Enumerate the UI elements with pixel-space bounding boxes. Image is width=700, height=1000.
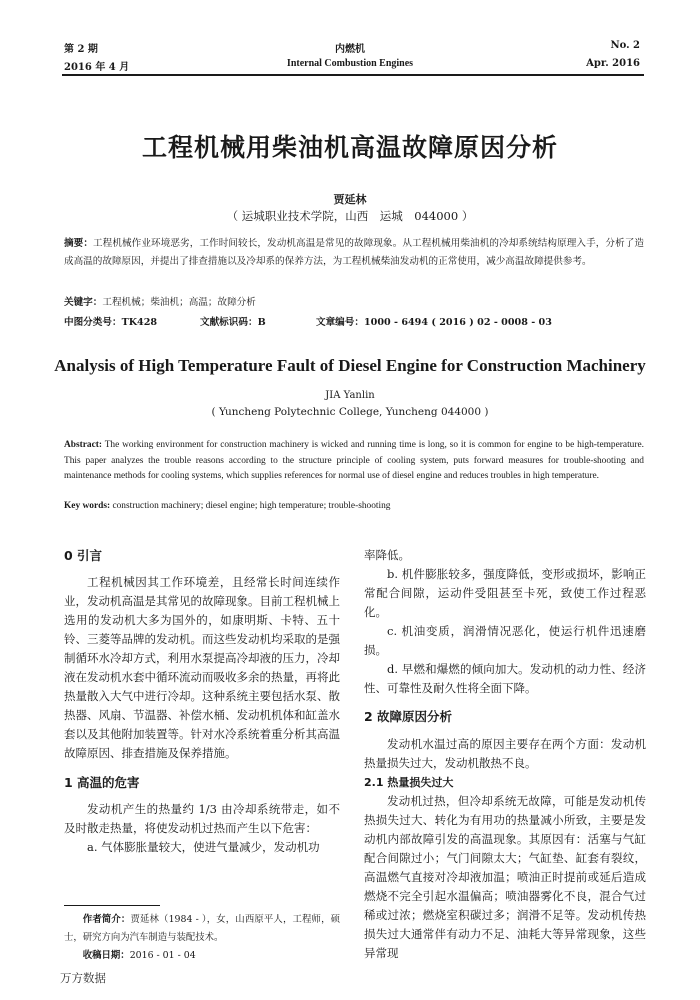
abstract-cn-text: 工程机械作业环境恶劣，工作时间较长，发动机高温是常见的故障现象。从工程机械用柴油机的冷却系统结构原理入手，分析了造成高温的故障原因，并提出了排查措施以及冷却系的保养方法，为工程机械柴油发动机的正常使用，减少高温故障提供参考。 xyxy=(64,238,645,267)
subsection-2-1-heading: 2.1 热量损失过大 xyxy=(364,776,454,789)
author-bio-text: 贾延林（1984 - ），女，山西原平人，工程师，硕士，研究方向为汽车制造与装配技术。 xyxy=(64,914,340,943)
section-2-heading: 2 故障原因分析 xyxy=(364,709,453,724)
heat-loss-paragraph: 发动机过热，但冷却系统无故障，可能是发动机传热损失过大、转化为有用功的热量减小所致，主要是发动机内部故障引发的高温现象。其原因有：活塞与气缸配合间隙过小；气门间隙太大；气缸垫、缸套有裂纹，高温燃气直接对冷却液加温；喷油正时提前或延后造成燃烧不完全引起水温偏高；喷油器雾化不良，混合气过稀或过浓；燃烧室积碳过多；润滑不足等。发动机传热损失过大通常伴有动力不足、油耗大等异常现象，这些异常现 xyxy=(364,794,646,960)
footnote xyxy=(64,911,340,965)
keywords-en-label: Key words: xyxy=(64,501,111,511)
hazard-item-a-continued: 率降低。 xyxy=(364,548,410,562)
footnote-rule xyxy=(64,905,160,906)
header-rule xyxy=(62,74,644,76)
clc-label: 中图分类号： xyxy=(64,317,122,328)
hazard-item-b: b. 机件膨胀较多，强度降低，变形或损坏，影响正常配合间隙，运动件受阻甚至卡死，致使工作过程恶化。 xyxy=(364,567,646,619)
abstract-en xyxy=(64,438,644,485)
header-issue-en: No. 2 xyxy=(610,40,640,51)
cause-paragraph: 发动机水温过高的原因主要存在两个方面：发动机热量损失过大，发动机散热不良。 xyxy=(364,737,646,770)
keywords-cn-label: 关键字： xyxy=(64,297,103,308)
received-date-value: 2016 - 01 - 04 xyxy=(129,950,196,961)
hazard-item-d: d. 早燃和爆燃的倾向加大。发动机的动力性、经济性、可靠性及耐久性将全面下降。 xyxy=(364,662,646,695)
hazard-item-c: c. 机油变质，润滑情况恶化，使运行机件迅速磨损。 xyxy=(364,624,646,657)
article-number-field xyxy=(316,314,552,328)
doc-code-field xyxy=(200,314,266,328)
abstract-en-text: The working environment for construction machinery is wicked and running time is long, so it is common for engine to be high-temperature. This paper analyzes the trouble reasons according to the structure principle of cooling system, puts forward measures for trouble-shooting and maintenance methods for cooling systems, which supplies references for normal use of diesel engine and reduces troubles in high temperature. xyxy=(64,440,644,482)
doc-code-value: B xyxy=(257,317,266,328)
section-0-heading: 0 引言 xyxy=(64,548,103,563)
watermark-text: 万方数据 xyxy=(60,971,106,985)
keywords-cn xyxy=(64,294,644,308)
clc-field xyxy=(64,314,157,328)
paper-title-en: Analysis of High Temperature Fault of Diesel Engine for Construction Machinery xyxy=(54,356,646,375)
author-bio xyxy=(64,911,340,947)
article-number-value: 1000 - 6494 ( 2016 ) 02 - 0008 - 03 xyxy=(363,317,552,328)
paper-title-cn: 工程机械用柴油机高温故障原因分析 xyxy=(141,133,558,162)
doc-code-label: 文献标识码： xyxy=(200,317,258,328)
intro-paragraph: 工程机械因其工作环境差，且经常长时间连续作业，发动机高温是其常见的故障现象。目前工程机械上选用的发动机大多为国外的，如康明斯、卡特、五十铃、三菱等品牌的发动机。而这些发动机均采取的是强制循环水冷却方式，利用水泵提高冷却液的压力，冷却液在发动机水套中循环流动而吸收多余的热量，再将此热量散入大气中进行冷却。这种系统主要包括水泵、散热器、风扇、节温器、补偿水桶、发动机机体和缸盖水套以及其他附加装置等。针对水冷系统着重分析其高温故障原因、排查措施及保养措施。 xyxy=(64,575,340,760)
abstract-en-label: Abstract: xyxy=(64,440,103,450)
received-date xyxy=(64,947,340,965)
hazard-item-a: a. 气体膨胀量较大，使进气量减少，发动机功 xyxy=(87,840,320,854)
header-date-en: Apr. 2016 xyxy=(586,58,640,69)
left-column xyxy=(64,546,340,857)
affiliation-cn: （ 运城职业技术学院，山西 运城 044000 ） xyxy=(226,209,474,223)
abstract-cn-label: 摘要： xyxy=(64,238,94,249)
header-journal-en: Internal Combustion Engines xyxy=(286,58,414,69)
section-1-heading: 1 高温的危害 xyxy=(64,775,140,790)
clc-value: TK428 xyxy=(121,317,158,328)
keywords-cn-text: 工程机械；柴油机；高温；故障分析 xyxy=(102,297,256,308)
author-en: JIA Yanlin xyxy=(325,390,375,401)
author-cn: 贾延林 xyxy=(333,193,367,206)
author-bio-label: 作者简介： xyxy=(82,914,131,925)
affiliation-en: ( Yuncheng Polytechnic College, Yuncheng 044000 ) xyxy=(211,406,489,418)
article-number-label: 文章编号： xyxy=(316,317,364,328)
right-column xyxy=(364,546,646,963)
keywords-en-text: construction machinery; diesel engine; high temperature; trouble-shooting xyxy=(110,501,391,511)
received-date-label: 收稿日期： xyxy=(82,950,130,961)
keywords-en xyxy=(64,501,644,511)
header-journal-cn: 内燃机 xyxy=(335,44,365,55)
abstract-cn xyxy=(64,235,644,271)
hazard-paragraph: 发动机产生的热量约 1/3 由冷却系统带走，如不及时散走热量，将使发动机过热而产生以下危害： xyxy=(64,802,340,835)
header-date-cn: 2016 年 4 月 xyxy=(64,62,130,73)
header-issue-cn: 第 2 期 xyxy=(64,44,98,55)
